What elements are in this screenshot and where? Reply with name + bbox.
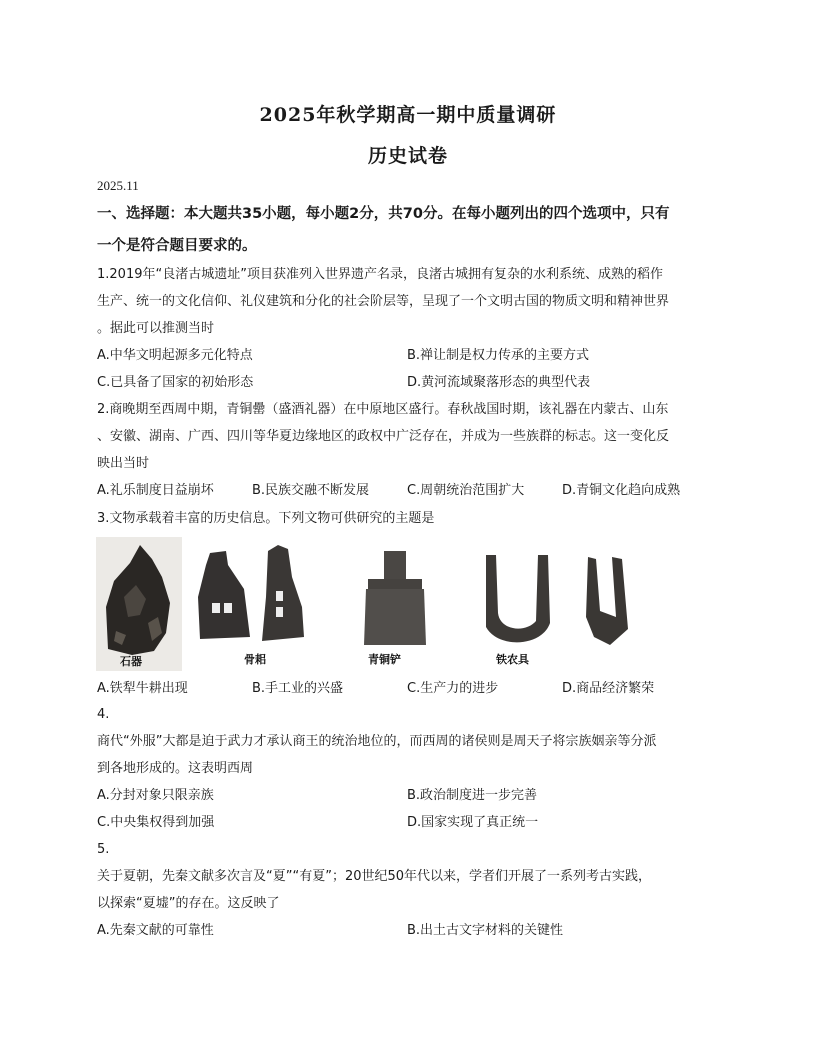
- stone-tool-photo: [96, 537, 182, 671]
- q3-option-b[interactable]: B.手工业的兴盛: [252, 681, 344, 696]
- stone-tool-label: 石器: [120, 655, 142, 668]
- q2-option-b[interactable]: B.民族交融不断发展: [252, 483, 370, 498]
- q2-option-c[interactable]: C.周朝统治范围扩大: [407, 483, 525, 498]
- q1-stem-line-2: 生产、统一的文化信仰、礼仪建筑和分化的社会阶层等，呈现了一个文明古国的物质文明和精神世界: [97, 294, 670, 309]
- q2-stem-line-3: 映出当时: [97, 456, 150, 471]
- iron-tools-label: 铁农具: [496, 653, 529, 666]
- bronze-shovel-label: 青铜铲: [368, 653, 401, 666]
- q4-option-d[interactable]: D.国家实现了真正统一: [407, 815, 539, 830]
- artifact-photos: [96, 537, 692, 671]
- section-heading-line-2: 一个是符合题目要求的。: [97, 238, 257, 254]
- q4-option-b[interactable]: B.政治制度进一步完善: [407, 788, 538, 803]
- exam-title: 2025年秋学期高一期中质量调研: [259, 104, 557, 126]
- q1-option-c[interactable]: C.已具备了国家的初始形态: [97, 375, 254, 390]
- q4-option-a[interactable]: A.分封对象只限亲族: [97, 788, 214, 803]
- q5-stem-line-1: 关于夏朝，先秦文献多次言及“夏”“有夏”；20世纪50年代以来，学者们开展了一系列考古实践，: [97, 869, 652, 884]
- q2-stem-line-1: 2.商晚期至西周中期，青铜罍（盛酒礼器）在中原地区盛行。春秋战国时期，该礼器在内蒙古、山东: [97, 402, 669, 417]
- q4-stem-line-2: 到各地形成的。这表明西周: [97, 761, 254, 776]
- q1-stem-line-3: 。据此可以推测当时: [97, 321, 215, 336]
- q2-stem-line-2: 、安徽、湖南、广西、四川等华夏边缘地区的政权中广泛存在，并成为一些族群的标志。这一变化反: [97, 429, 670, 444]
- section-heading-line-1: 一、选择题：本大题共35小题，每小题2分，共70分。在每小题列出的四个选项中，只有: [97, 206, 670, 222]
- q2-option-a[interactable]: A.礼乐制度日益崩坏: [97, 483, 214, 498]
- q3-stem-line-1: 3.文物承载着丰富的历史信息。下列文物可供研究的主题是: [97, 511, 435, 526]
- q3-option-d[interactable]: D.商品经济繁荣: [562, 681, 655, 696]
- exam-subtitle: 历史试卷: [367, 145, 448, 167]
- q2-option-d[interactable]: D.青铜文化趋向成熟: [562, 483, 681, 498]
- q3-option-c[interactable]: C.生产力的进步: [407, 681, 499, 696]
- q4-stem-line-1: 商代“外服”大都是迫于武力才承认商王的统治地位的，而西周的诸侯则是周天子将宗族姻亲等分派: [97, 734, 657, 749]
- q5-number: 5.: [97, 842, 110, 857]
- q4-option-c[interactable]: C.中央集权得到加强: [97, 815, 215, 830]
- q1-option-b[interactable]: B.禅让制是权力传承的主要方式: [407, 348, 590, 363]
- q1-option-a[interactable]: A.中华文明起源多元化特点: [97, 348, 253, 363]
- q5-option-a[interactable]: A.先秦文献的可靠性: [97, 923, 214, 938]
- q5-stem-line-2: 以探索“夏墟”的存在。这反映了: [97, 896, 280, 911]
- q3-option-a[interactable]: A.铁犁牛耕出现: [97, 681, 188, 696]
- q1-option-d[interactable]: D.黄河流域聚落形态的典型代表: [407, 375, 591, 390]
- q4-number: 4.: [97, 707, 110, 722]
- bone-spade-label: 骨耜: [244, 653, 266, 666]
- q5-option-b[interactable]: B.出土古文字材料的关键性: [407, 923, 564, 938]
- q1-stem-line-1: 1.2019年“良渚古城遗址”项目获准列入世界遗产名录，良渚古城拥有复杂的水利系统、成熟的稻作: [97, 267, 663, 282]
- exam-date: 2025.11: [97, 178, 139, 193]
